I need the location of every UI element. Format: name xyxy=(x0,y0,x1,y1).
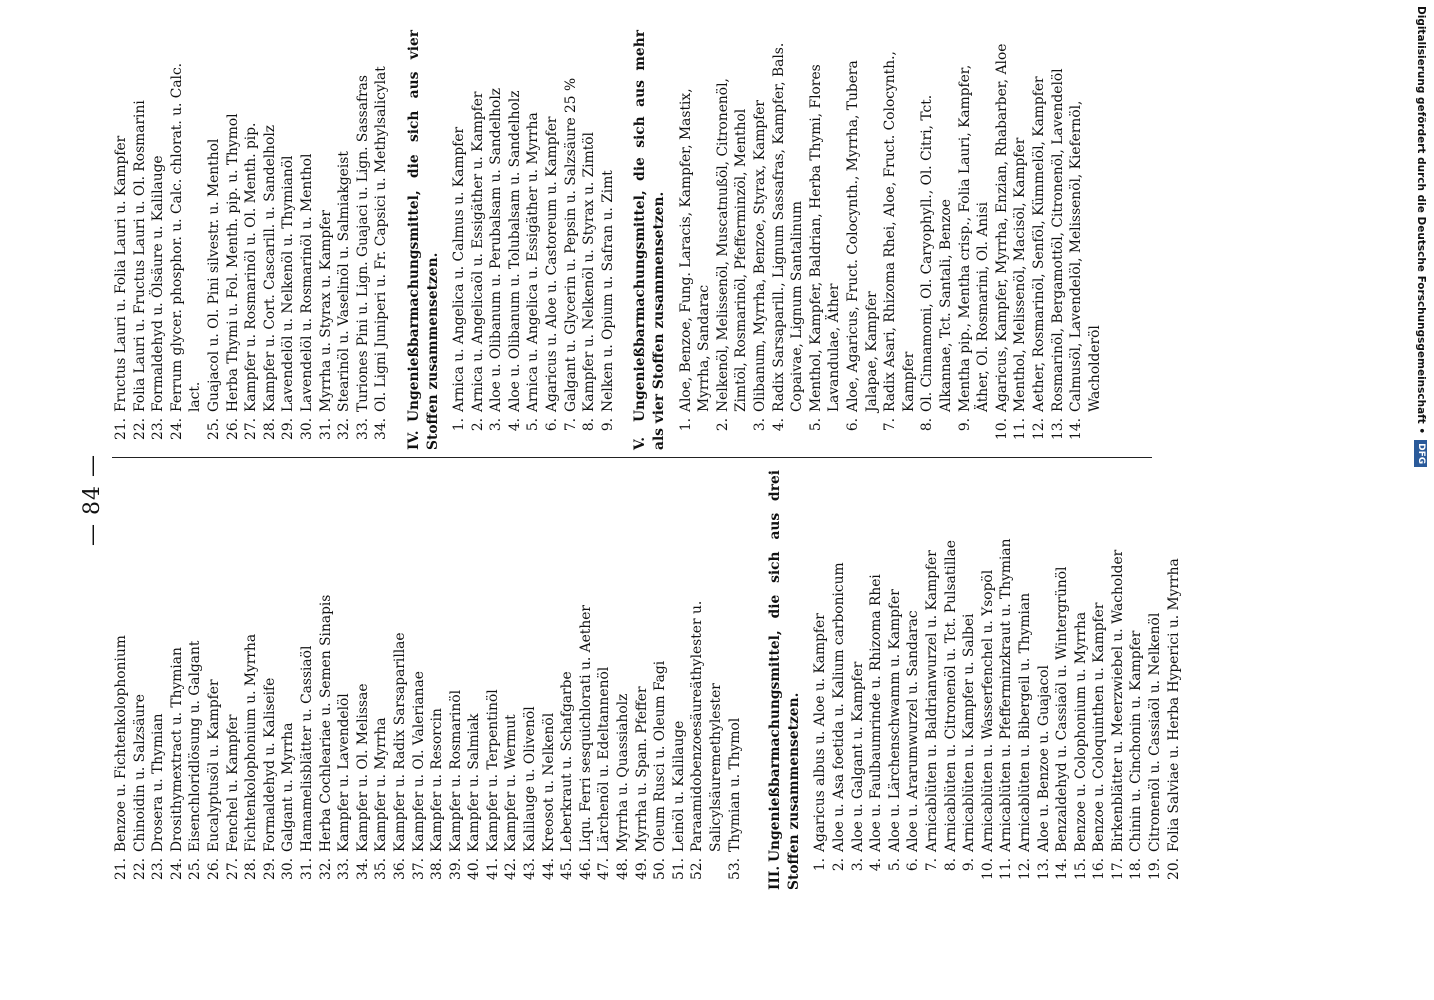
item-number: 5. xyxy=(525,418,542,432)
item-text: Agaricus u. Aloe u. Castoreum u. Kampfer xyxy=(544,116,561,412)
list-item xyxy=(651,470,670,890)
item-text: Aloe u. Olibanum u. Perubalsam u. Sandelholz xyxy=(488,87,505,412)
left-column xyxy=(112,470,1183,890)
list-item xyxy=(543,30,562,450)
list-item xyxy=(261,30,280,450)
item-number: 13. xyxy=(1035,858,1052,880)
list-item xyxy=(131,30,150,450)
item-number: 43. xyxy=(522,858,539,880)
item-text: Arnica u. Angelicaöl u. Essigäther u. Kampfer xyxy=(469,91,486,412)
list-item xyxy=(540,470,559,890)
list-item xyxy=(1016,470,1035,890)
item-number: 15. xyxy=(1072,858,1089,880)
list-item xyxy=(317,30,336,450)
item-number: 10. xyxy=(993,418,1010,440)
item-number: 33. xyxy=(336,858,353,880)
list-item xyxy=(224,30,243,450)
item-number: 45. xyxy=(559,858,576,880)
item-number: 1. xyxy=(451,418,468,432)
item-number: 44. xyxy=(540,858,557,880)
list-item xyxy=(521,470,540,890)
dfg-credit-text: Digitalisierung gefördert durch die Deutsche Forschungsgemeinschaft • xyxy=(1415,6,1427,435)
item-text: Nelken u. Opium u. Safran u. Zimt xyxy=(599,170,616,412)
item-number: 46. xyxy=(577,858,594,880)
item-text: Ol. Ligni Juniperi u. Fr. Capsici u. Methylsalicylat xyxy=(373,66,390,412)
item-number: 13. xyxy=(1049,418,1066,440)
item-number: 30. xyxy=(280,858,297,880)
list-items-3-stoffe-cont xyxy=(112,30,391,450)
list-item xyxy=(149,30,168,450)
item-number: 5. xyxy=(886,858,903,872)
item-number: 31. xyxy=(317,418,334,440)
item-number: 2. xyxy=(469,418,486,432)
list-item xyxy=(956,30,993,450)
item-text: Agaricus, Kampfer, Myrrha, Enzian, Rhabarber, Aloe xyxy=(993,43,1010,412)
item-text: Benzoe u. Colophonium u. Myrrha xyxy=(1072,611,1089,852)
list-item xyxy=(279,470,298,890)
list-item xyxy=(298,470,317,890)
item-number: 1. xyxy=(812,858,829,872)
list-item xyxy=(942,470,961,890)
list-item xyxy=(751,30,770,450)
item-number: 11. xyxy=(998,858,1015,880)
list-item xyxy=(562,30,581,450)
item-number: 8. xyxy=(919,418,936,432)
list-item xyxy=(242,470,261,890)
item-number: 12. xyxy=(1030,418,1047,440)
item-number: 6. xyxy=(544,418,561,432)
list-item xyxy=(1035,470,1054,890)
item-number: 28. xyxy=(261,418,278,440)
item-text: Arnica u. Angelica u. Calmus u. Kampfer xyxy=(451,126,468,412)
item-text: Lavendelöl u. Nelkenöl u. Thymianöl xyxy=(280,155,297,412)
list-item xyxy=(580,30,599,450)
item-number: 16. xyxy=(1091,858,1108,880)
item-text: Birkenblätter u. Meerzwiebel u. Wacholder xyxy=(1109,549,1126,852)
item-number: 19. xyxy=(1147,858,1164,880)
item-text: Turiones Pini u. Lign. Guajaci u. Lign. Sassafras xyxy=(354,75,371,412)
list-item xyxy=(354,470,373,890)
right-column xyxy=(112,30,1104,450)
item-text: Benzaldehyd u. Cassiaöl u. Wintergrünöl xyxy=(1054,566,1071,852)
item-number: 30. xyxy=(298,418,315,440)
item-number: 20. xyxy=(1165,858,1182,880)
list-item xyxy=(1146,470,1165,890)
item-number: 27. xyxy=(243,418,260,440)
list-item xyxy=(1109,470,1128,890)
item-number: 27. xyxy=(224,858,241,880)
item-text: Ol. Cinnamomi, Ol. Caryophyll., Ol. Citri, Tct. Alkannae, Tct. Santali, Benzoe xyxy=(919,94,954,412)
item-number: 3. xyxy=(752,418,768,432)
item-number: 52. xyxy=(689,858,706,880)
column-divider xyxy=(112,457,1152,458)
item-number: 26. xyxy=(205,858,222,880)
item-number: 38. xyxy=(429,858,446,880)
list-items-mehr-stoffe xyxy=(677,30,1105,450)
item-number: 7. xyxy=(562,418,579,432)
item-text: Kampfer u. Salmiak xyxy=(466,713,483,852)
list-item xyxy=(726,470,745,890)
list-item xyxy=(186,470,205,890)
item-number: 2. xyxy=(714,418,731,432)
dfg-footer xyxy=(1410,6,1432,996)
section-heading-iii: III.Ungenießbarmachungsmittel, die sich aus drei Stoffen zusammensetzen. xyxy=(767,470,802,890)
item-text: Benzoe u. Coloquinthen u. Kampfer xyxy=(1091,602,1108,852)
list-item xyxy=(849,470,868,890)
item-text: Fructus Lauri u. Folia Lauri u. Kampfer xyxy=(113,135,129,412)
item-number: 41. xyxy=(484,858,501,880)
item-text: Lärchenöl u. Edeltannenöl xyxy=(596,666,613,852)
item-text: Arnicablüten u. Bibergeil u. Thymian xyxy=(1016,592,1033,852)
list-item xyxy=(524,30,543,450)
item-number: 9. xyxy=(961,858,978,872)
item-number: 3. xyxy=(849,858,866,872)
item-number: 31. xyxy=(298,858,315,880)
list-item xyxy=(918,30,955,450)
item-text: Aloe u. Olibanum u. Tolubalsam u. Sandelholz xyxy=(506,90,523,412)
item-number: 4. xyxy=(770,418,787,432)
item-number: 11. xyxy=(1012,418,1029,440)
item-number: 34. xyxy=(373,418,390,440)
item-number: 4. xyxy=(506,418,523,432)
item-number: 1. xyxy=(677,418,694,432)
item-text: Herba Thymi u. Fol. Menth. pip. u. Thymol xyxy=(224,113,241,412)
list-item xyxy=(770,30,807,450)
item-text: Hamamelisblätter u. Cassiaöl xyxy=(298,645,315,852)
list-item xyxy=(1011,30,1030,450)
list-item xyxy=(391,470,410,890)
list-item xyxy=(614,470,633,890)
item-number: 25. xyxy=(205,418,222,440)
item-number: 8. xyxy=(942,858,959,872)
list-item xyxy=(881,30,918,450)
item-number: 42. xyxy=(503,858,520,880)
item-text: Kreosot u. Nelkenöl xyxy=(540,712,557,852)
list-item xyxy=(844,30,881,450)
item-text: Kampfer u. Rosmarinöl xyxy=(447,689,464,852)
list-item xyxy=(714,30,751,450)
item-text: Liqu. Ferri sesquichlorati u. Aether xyxy=(577,605,594,852)
item-text: Kampfer u. Radix Sarsaparillae xyxy=(391,632,408,852)
item-text: Lavendelöl u. Rosmarinöl u. Menthol xyxy=(298,153,315,412)
item-text: Arnicablüten u. Citronenöl u. Tct. Pulsatillae xyxy=(942,540,959,852)
list-item xyxy=(993,30,1012,450)
list-item xyxy=(811,470,830,890)
item-text: Kampfer u. Rosmarinöl u. Ol. Menth. pip. xyxy=(243,122,260,412)
list-item xyxy=(469,30,488,450)
item-number: 18. xyxy=(1128,858,1145,880)
list-item xyxy=(1030,30,1049,450)
list-item xyxy=(633,470,652,890)
item-text: Fichtenkolophonium u. Myrrha xyxy=(243,633,260,852)
list-item xyxy=(997,470,1016,890)
item-number: 9. xyxy=(599,418,616,432)
item-text: Drosera u. Thymian xyxy=(150,713,167,852)
item-text: Myrrha u. Quassiaholz xyxy=(615,693,632,852)
item-text: Kampfer u. Ol. Valerianae xyxy=(410,671,427,852)
list-item xyxy=(279,30,298,450)
list-item xyxy=(487,30,506,450)
item-text: Citronenöl u. Cassiaöl u. Nelkenöl xyxy=(1147,612,1164,852)
item-text: Arnicablüten u. Baldrianwurzel u. Kampfer xyxy=(923,550,940,852)
list-item xyxy=(960,470,979,890)
item-number: 22. xyxy=(131,418,148,440)
item-text: Thymian u. Thymol xyxy=(726,717,743,852)
item-number: 24. xyxy=(168,858,185,880)
item-number: 50. xyxy=(652,858,669,880)
item-number: 3. xyxy=(488,418,505,432)
item-number: 4. xyxy=(868,858,885,872)
item-text: Olibanum, Myrrha, Benzoe, Styrax, Kampfer xyxy=(752,100,768,412)
list-item xyxy=(224,470,243,890)
list-item xyxy=(807,30,844,450)
item-text: Arnica u. Angelica u. Essigäther u. Myrrha xyxy=(525,112,542,412)
item-number: 8. xyxy=(581,418,598,432)
item-number: 47. xyxy=(596,858,613,880)
list-item xyxy=(372,30,391,450)
item-text: Guajacol u. Ol. Pini silvestr. u. Menthol xyxy=(205,138,222,412)
list-item xyxy=(205,30,224,450)
item-text: Rosmarinöl, Bergamottöl, Citronenöl, Lavendelöl xyxy=(1049,68,1066,412)
list-item xyxy=(1053,470,1072,890)
item-number: 21. xyxy=(113,418,129,440)
item-text: Kampfer u. Terpentinöl xyxy=(484,689,501,852)
list-item xyxy=(261,470,280,890)
list-item xyxy=(131,470,150,890)
item-text: Herba Cochleariae u. Semen Sinapis xyxy=(317,594,334,852)
item-number: 51. xyxy=(670,858,687,880)
list-item xyxy=(1049,30,1068,450)
list-item xyxy=(1127,470,1146,890)
item-number: 23. xyxy=(150,858,167,880)
item-number: 9. xyxy=(956,418,973,432)
list-item xyxy=(372,470,391,890)
list-item xyxy=(599,30,618,450)
item-text: Radix Sarsaparill., Lignum Sassafras, Kampfer, Bals. Copaivae, Lignum Santalinum xyxy=(770,42,806,412)
item-number: 21. xyxy=(113,858,129,880)
item-text: Kampfer u. Resorcin xyxy=(429,708,446,852)
item-number: 40. xyxy=(466,858,483,880)
list-item xyxy=(502,470,521,890)
list-item xyxy=(447,470,466,890)
item-text: Leberkraut u. Schafgarbe xyxy=(559,671,576,852)
list-item xyxy=(335,470,354,890)
item-text: Radix Asari, Rhizoma Rhei, Aloe, Fruct. Colocynth., Kampfer xyxy=(882,51,917,412)
item-number: 5. xyxy=(807,418,824,432)
item-text: Kampfer u. Wermut xyxy=(503,714,520,852)
list-item xyxy=(904,470,923,890)
list-item xyxy=(428,470,447,890)
item-number: 33. xyxy=(354,418,371,440)
item-text: Drosithymextract u. Thymian xyxy=(168,647,185,852)
item-text: Aloe u. Galgant u. Kampfer xyxy=(849,661,866,852)
item-number: 29. xyxy=(280,418,297,440)
item-number: 35. xyxy=(373,858,390,880)
list-items-4-stoffe xyxy=(450,30,617,450)
item-number: 32. xyxy=(317,858,334,880)
list-item xyxy=(354,30,373,450)
item-number: 22. xyxy=(131,858,148,880)
list-item xyxy=(168,30,205,450)
list-item xyxy=(298,30,317,450)
list-item xyxy=(577,470,596,890)
list-item xyxy=(1072,470,1091,890)
item-text: Menthol, Melissenöl, Macisöl, Kampfer xyxy=(1012,137,1029,412)
list-items-3-stoffe xyxy=(811,470,1183,890)
item-text: Chinin u. Cinchonin u. Kampfer xyxy=(1128,630,1145,852)
item-number: 37. xyxy=(410,858,427,880)
item-text: Aether, Rosmarinöl, Senföl, Kümmelöl, Kampfer xyxy=(1030,76,1047,412)
section-heading-v: V.Ungenießbarmachungsmittel, die sich aus mehr als vier Stoffen zusammensetzen. xyxy=(632,30,668,450)
item-number: 36. xyxy=(391,858,408,880)
list-item xyxy=(595,470,614,890)
item-text: Formaldehyd u. Kaliseife xyxy=(261,677,278,852)
item-text: Kalilauge u. Olivenöl xyxy=(522,706,539,852)
item-text: Kampfer u. Lavendelöl xyxy=(336,693,353,852)
list-item xyxy=(205,470,224,890)
list-item xyxy=(1067,30,1104,450)
item-number: 6. xyxy=(844,418,861,432)
list-item xyxy=(168,470,187,890)
item-number: 26. xyxy=(224,418,241,440)
list-item xyxy=(465,470,484,890)
item-text: Aloe u. Asa foetida u. Kalium carbonicum xyxy=(830,562,847,852)
item-text: Arnicablüten u. Pfefferminzkraut u. Thymian xyxy=(998,538,1015,852)
item-text: Aloe, Agaricus, Fruct. Colocynth., Myrrha, Tubera Jalapae, Kampfer xyxy=(844,60,880,412)
item-number: 12. xyxy=(1016,858,1033,880)
item-text: Aloe u. Benzoe u. Guajacol xyxy=(1035,665,1052,852)
item-number: 28. xyxy=(243,858,260,880)
item-number: 6. xyxy=(905,858,922,872)
item-text: Arnicablüten u. Kampfer u. Salbei xyxy=(961,613,978,852)
item-number: 49. xyxy=(633,858,650,880)
list-item xyxy=(335,30,354,450)
item-text: Formaldehyd u. Ölsäure u. Kalilauge xyxy=(150,155,167,412)
item-number: 24. xyxy=(168,418,185,440)
item-text: Folia Salviae u. Herba Hyperici u. Myrrha xyxy=(1165,558,1182,852)
item-text: Paraamidobenzoesäureäthylester u. Salicylsäuremethylester xyxy=(689,600,724,852)
item-number: 48. xyxy=(615,858,632,880)
page-number: — 84 — xyxy=(80,454,105,546)
item-text: Agaricus albus u. Aloe u. Kampfer xyxy=(812,613,829,852)
item-number: 14. xyxy=(1068,418,1085,440)
item-text: Galgant u. Glycerin u. Pepsin u. Salzsäure 25 % xyxy=(562,77,579,412)
item-number: 39. xyxy=(447,858,464,880)
item-text: Eucalyptusöl u. Kampfer xyxy=(205,679,222,852)
list-items-2-stoffe xyxy=(112,470,744,890)
item-text: Kampfer u. Ol. Melissae xyxy=(354,683,371,852)
item-text: Myrrha u. Styrax u. Kampfer xyxy=(317,209,334,412)
item-text: Folia Lauri u. Fructus Lauri u. Ol. Rosmarini xyxy=(131,100,148,412)
list-item xyxy=(830,470,849,890)
list-item xyxy=(688,470,725,890)
item-text: Stearinöl u. Vaselinöl u. Salmiakgeist xyxy=(336,151,353,412)
list-item xyxy=(317,470,336,890)
item-text: Fenchel u. Kampfer xyxy=(224,714,241,852)
item-text: Kampfer u. Cort. Cascarill. u. Sandelholz xyxy=(261,124,278,412)
item-text: Menthol, Kampfer, Baldrian, Herba Thymi, Flores Lavandulae, Äther xyxy=(807,64,843,412)
item-text: Calmusöl, Lavendelöl, Melissenöl, Kiefernöl, Wacholderöl xyxy=(1068,100,1103,412)
item-number: 10. xyxy=(979,858,996,880)
item-text: Mentha pip., Mentha crisp., Folia Lauri, Kampfer, Äther, Ol. Rosmarini, Ol. Anisi xyxy=(956,64,992,412)
item-number: 29. xyxy=(261,858,278,880)
item-number: 25. xyxy=(187,858,204,880)
list-item xyxy=(242,30,261,450)
list-item xyxy=(112,30,131,450)
list-item xyxy=(886,470,905,890)
item-number: 2. xyxy=(830,858,847,872)
item-number: 14. xyxy=(1054,858,1071,880)
item-text: Eisenchloridlösung u. Galgant xyxy=(187,640,204,852)
list-item xyxy=(558,470,577,890)
item-text: Benzoe u. Fichtenkolophonium xyxy=(113,635,129,852)
item-text: Aloe, Benzoe, Fung. Laracis, Kampfer, Mastix, Myrrha, Sandarac xyxy=(677,88,713,412)
item-text: Kampfer u. Myrrha xyxy=(373,717,390,852)
item-number: 34. xyxy=(354,858,371,880)
item-text: Aloe u. Ararumwurzel u. Sandarac xyxy=(905,610,922,852)
item-text: Myrrha u. Span. Pfeffer xyxy=(633,686,650,852)
item-text: Arnicablüten u. Wasserfenchel u. Ysopöl xyxy=(979,569,996,852)
item-text: Aloe u. Lärchenschwamm u. Kampfer xyxy=(886,589,903,852)
list-item xyxy=(1090,470,1109,890)
item-number: 23. xyxy=(150,418,167,440)
item-text: Chinoidin u. Salzsäure xyxy=(131,694,148,852)
item-number: 17. xyxy=(1109,858,1126,880)
section-heading-iv: IV.Ungenießbarmachungsmittel, die sich aus vier Stoffen zusammensetzen. xyxy=(405,30,441,450)
list-item xyxy=(1165,470,1184,890)
list-item xyxy=(506,30,525,450)
list-item xyxy=(979,470,998,890)
list-item xyxy=(112,470,131,890)
list-item xyxy=(149,470,168,890)
list-item xyxy=(867,470,886,890)
item-text: Ferrum glycer. phosphor. u. Calc. chlorat. u. Calc. lact. xyxy=(168,62,204,412)
list-item xyxy=(450,30,469,450)
item-text: Leinöl u. Kalilauge xyxy=(670,720,687,852)
list-item xyxy=(484,470,503,890)
item-number: 32. xyxy=(336,418,353,440)
list-item xyxy=(677,30,714,450)
item-number: 7. xyxy=(882,418,899,432)
item-text: Nelkenöl, Melissenöl, Muscatnußöl, Citronenöl, Zimtöl, Rosmarinöl, Pfefferminzöl, Menthol xyxy=(714,78,750,412)
list-item xyxy=(923,470,942,890)
item-text: Oleum Rusci u. Oleum Fagi xyxy=(652,660,669,852)
item-number: 7. xyxy=(923,858,940,872)
item-number: 53. xyxy=(726,858,743,880)
list-item xyxy=(670,470,689,890)
dfg-logo: DFG xyxy=(1415,440,1428,467)
item-text: Galgant u. Myrrha xyxy=(280,722,297,852)
item-text: Kampfer u. Nelkenöl u. Styrax u. Zimtöl xyxy=(581,132,598,412)
list-item xyxy=(410,470,429,890)
item-text: Aloe u. Faulbaumrinde u. Rhizoma Rhei xyxy=(868,574,885,852)
